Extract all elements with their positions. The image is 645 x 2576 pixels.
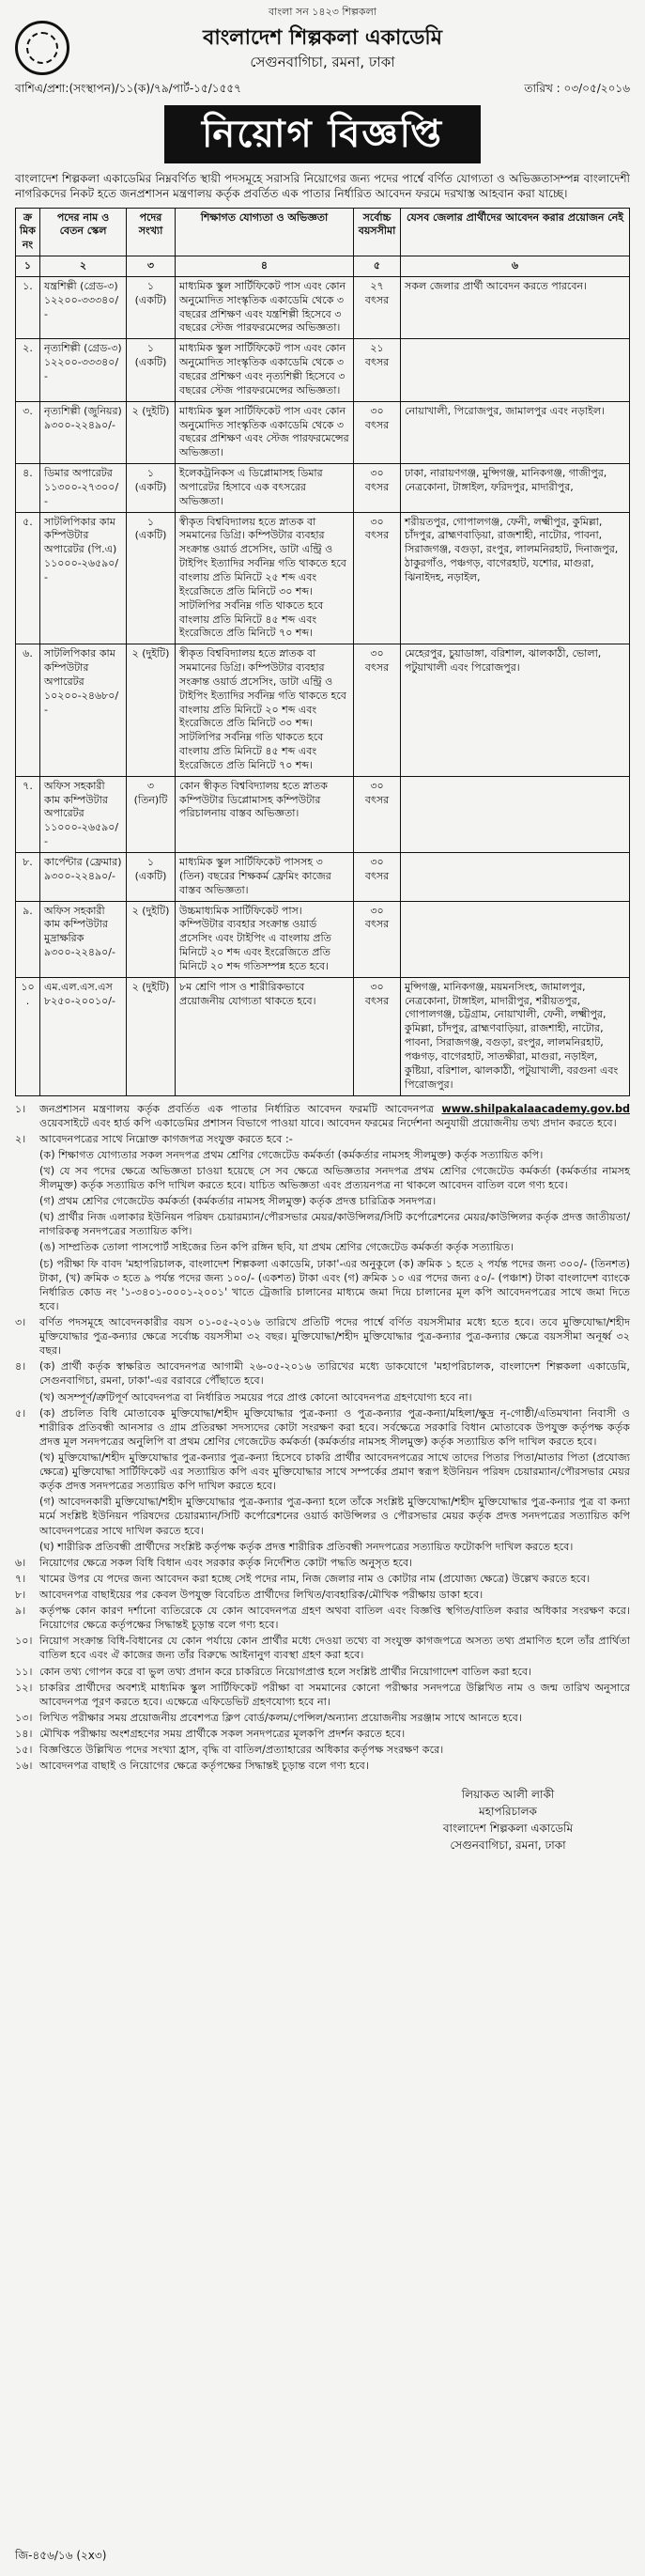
- condition-number: ১০।: [15, 1635, 33, 1648]
- age-cell: ৩০ বৎসর: [354, 401, 401, 463]
- condition-item: [15, 1759, 630, 1773]
- condition-number: ১৫।: [15, 1744, 33, 1757]
- age-cell: ২৭ বৎসর: [354, 276, 401, 338]
- condition-text: [39, 1102, 630, 1130]
- condition-number: ৯।: [15, 1605, 26, 1618]
- condition-item: [15, 1359, 630, 1388]
- condition-item: [15, 1451, 630, 1493]
- table-row: [16, 276, 630, 338]
- condition-item: [15, 1727, 630, 1741]
- table-header-row: [16, 208, 630, 256]
- qualification-cell: ইলেকট্রনিকস এ ডিপ্লোমাসহ ডিমার অপারেটর হিসাবে এক বৎসরের অভিজ্ঞতা।: [176, 464, 354, 513]
- posts-table: [15, 208, 630, 1096]
- qualification-cell: স্বীকৃত বিশ্ববিদ্যালয় হতে স্নাতক বা সমমানের ডিগ্রি। কম্পিউটার ব্যবহার সংক্রান্ত ওয়ার্ড প্রসেসিং, ডাটা এন্ট্রি ও টাইপিং ইত্যাদির সর্বনিম্ন গতি থাকতে হবে বাংলায় প্রতি মিনিটে ২০ শব্দ এবং ইংরেজিতে প্রতি মিনিটে ৩০ শব্দ। সাটলিপির সর্বনিম্ন গতি থাকতে হবে বাংলায় প্রতি মিনিটে ৪৫ শব্দ এবং ইংরেজিতে প্রতি মিনিটে ৭০ শব্দ।: [176, 644, 354, 777]
- table-row: [16, 401, 630, 463]
- condition-item: [15, 1743, 630, 1757]
- condition-number: ৪।: [15, 1360, 26, 1373]
- post-cell: কার্পেন্টার (ফ্রেমার) ৯৩০০-২২৪৯০/-: [40, 853, 127, 902]
- condition-item: [15, 1665, 630, 1679]
- condition-text-main: (খ) মুক্তিযোদ্ধা/শহীদ মুক্তিযোদ্ধার পুত্র-কন্যার পুত্র-কন্যা হিসেবে চাকরি প্রার্থীর আবেদনপত্রের সাথে তাদের পিতার পিতা/মাতার পিতা (প্রযোজ্য ক্ষেত্রে) মুক্তিযোদ্ধা সার্টিফিকেট এর সত্যায়িত কপি এবং মুক্তিযোদ্ধার সাথে সম্পর্কের প্রমাণ স্বরূপ ইউনিয়ন পরিষদ চেয়ারম্যান/পৌরসভার মেয়র কর্তৃক প্রদত্ত সনদপত্রের সত্যায়িত কপি দাখিল করতে হবে।: [39, 1451, 630, 1493]
- qualification-cell: কোন স্বীকৃত বিশ্ববিদ্যালয় হতে স্নাতক কম্পিউটার ডিপ্লোমাসহ কম্পিউটার পরিচালনায় বাস্তব অভিজ্ঞতা।: [176, 776, 354, 852]
- notice-title: নিয়োগ বিজ্ঞপ্তি: [164, 105, 481, 163]
- condition-text-main: (গ) আবেদনকারী মুক্তিযোদ্ধা/শহীদ মুক্তিযোদ্ধার পুত্র-কন্যার পুত্র-কন্যা হলে তাঁকে সংশ্লিষ্ট মুক্তিযোদ্ধা/শহীদ মুক্তিযোদ্ধার পুত্র-কন্যার পুত্র বা কন্যা মর্মে সংশ্লিষ্ট ইউনিয়ন পরিষদের চেয়ারম্যান/সিটি কর্পোরেশনের ওয়ার্ড কাউন্সিলর ও পৌরসভার মেয়র কর্তৃক প্রদত্ত সনদপত্রের সত্যায়িত কপি আবেদনপত্রের সাথে দাখিল করতে হবে।: [39, 1496, 630, 1537]
- memo-number: বাশিএ/প্রশা:(সংস্থাপন)/১১(ক)/৭৯/পার্ট-১৫/১৫৫৭: [15, 82, 241, 95]
- table-row: [16, 977, 630, 1095]
- district-cell: মেহেরপুর, চুয়াডাঙ্গা, বরিশাল, ঝালকাঠী, ভোলা, পটুয়াখালী এবং পিরোজপুর।: [401, 644, 630, 777]
- condition-text: [39, 1572, 630, 1586]
- serial-cell: ৫.: [16, 512, 40, 644]
- condition-text-main: খামের উপর যে পদের জন্য আবেদন করা হচ্ছে সেই পদের নাম, নিজ জেলার নাম ও কোটার নাম (প্রযোজ্য ক্ষেত্রে) উল্লেখ করতে হবে।: [39, 1572, 591, 1585]
- age-cell: ৩০ বৎসর: [354, 512, 401, 644]
- district-cell: [401, 901, 630, 977]
- table-row: [16, 901, 630, 977]
- condition-item: [15, 1390, 630, 1404]
- table-row: [16, 464, 630, 513]
- col-header-count: পদের সংখ্যা: [127, 208, 176, 256]
- condition-item: [15, 1681, 630, 1709]
- qualification-cell: উচ্চমাধ্যমিক সার্টিফিকেট পাস। কম্পিউটার ব্যবহার সংক্রান্ত ওয়ার্ড প্রসেসিং এবং টাইপিং এ বাংলায় প্রতি মিনিটে ২০ শব্দ এবং ইংরেজিতে প্রতি মিনিটে ২০ শব্দ গতিসম্পন্ন হতে হবে।: [176, 901, 354, 977]
- condition-text-main: (ক) প্রার্থী কর্তৃক স্বাক্ষরিত আবেদনপত্র আগামী ২৬-০৫-২০১৬ তারিখের মধ্যে ডাকযোগে 'মহাপরিচালক, বাংলাদেশ শিল্পকলা একাডেমি, সেগুনবাগিচা, রমনা, ঢাকা'-এর বরাবরে পৌঁছাতে হবে।: [39, 1360, 630, 1388]
- condition-text: [39, 1258, 630, 1312]
- condition-item: [15, 1257, 630, 1313]
- condition-text-main: বর্ণিত পদসমূহে আবেদনকারীর বয়স ০১-০৫-২০১৬ তারিখে প্রতিটি পদের পার্শ্বে বর্ণিত বয়সসীমার মধ্যে হতে হবে। তবে মুক্তিযোদ্ধা/শহীদ মুক্তিযোদ্ধার পুত্র-কন্যার ক্ষেত্রে সর্বোচ্চ বয়সসীমা ৩২ বছর। মুক্তিযোদ্ধা/শহীদ মুক্তিযোদ্ধার পুত্র-কন্যার পুত্র-কন্যার ক্ষেত্রে বয়সসীমা অনূর্ধ্ব ৩২ বছর।: [39, 1316, 630, 1358]
- condition-text-main: (ঘ) শারীরিক প্রতিবন্ধী প্রার্থীদের সংশ্লিষ্ট কর্তৃপক্ষ কর্তৃক প্রদত্ত শারীরিক প্রতিবন্ধী সনদপত্রের সত্যায়িত ফটোকপি দাখিল করতে হবে।: [39, 1540, 574, 1553]
- top-note: বাংলা সন ১৪২৩ শিল্পকলা: [269, 6, 376, 18]
- condition-text: [39, 1315, 630, 1358]
- index-cell: ২: [40, 256, 127, 277]
- index-cell: ১: [16, 256, 40, 277]
- district-cell: [401, 776, 630, 852]
- condition-text: [39, 1727, 630, 1741]
- title-wrap: [15, 105, 630, 163]
- col-header-sl: ক্রমিক নং: [16, 208, 40, 256]
- condition-text-main: নিয়োগের ক্ষেত্রে সকল বিধি বিধান এবং সরকার কর্তৃক নির্দেশিত কোটা পদ্ধতি অনুসৃত হবে।: [39, 1556, 413, 1569]
- serial-cell: ৩.: [16, 401, 40, 463]
- col-header-age: সর্বোচ্চ বয়সসীমা: [354, 208, 401, 256]
- signatory-title: মহাপরিচালক: [479, 1805, 537, 1819]
- condition-text: [39, 1391, 472, 1404]
- table-row: [16, 853, 630, 902]
- condition-text: [39, 1359, 630, 1388]
- post-cell: অফিস সহকারী কাম কম্পিউটার অপারেটর ১১০০০-২৬৫৯০/-: [40, 776, 127, 852]
- signatory-org: বাংলাদেশ শিল্পকলা একাডেমি: [442, 1822, 574, 1836]
- condition-item: [15, 1194, 630, 1208]
- condition-number: ৮।: [15, 1589, 26, 1601]
- condition-text: [39, 1132, 630, 1146]
- post-cell: এম.এল.এস.এস ৮২৫০-২০০১০/-: [40, 977, 127, 1095]
- col-header-district: যেসব জেলার প্রার্থীদের আবেদন করার প্রয়োজন নেই: [401, 208, 630, 256]
- condition-text: [39, 1556, 630, 1570]
- age-cell: ২১ বৎসর: [354, 339, 401, 401]
- condition-text: [39, 1665, 630, 1679]
- website-link[interactable]: www.shilpakalaacademy.gov.bd: [441, 1102, 630, 1115]
- reference-line: [15, 81, 630, 96]
- age-cell: ৩০ বৎসর: [354, 464, 401, 513]
- post-cell: নৃত্যশিল্পী (জুনিয়র) ৯৩০০-২২৪৯০/-: [40, 401, 127, 463]
- qualification-cell: মাধ্যমিক স্কুল সার্টিফিকেট পাস এবং কোন অনুমোদিত সাংস্কৃতিক একাডেমি থেকে ৩ বছরের প্রশিক্ষণ এবং নৃত্যশিল্পী হিসেবে ৩ বছরের স্টেজ পারফরমেন্সের অভিজ্ঞতা।: [176, 339, 354, 401]
- index-cell: ৩: [127, 256, 176, 277]
- serial-cell: ১.: [16, 276, 40, 338]
- count-cell: ১ (একটি): [127, 464, 176, 513]
- district-cell: মুন্সিগঞ্জ, মানিকগঞ্জ, ময়মনসিংহ, জামালপুর, নেত্রকোনা, টাঙ্গাইল, মাদারীপুর, শরীয়তপুর, গোপালগঞ্জ, চট্টগ্রাম, নোয়াখালী, ফেনী, লক্ষ্মীপুর, কুমিল্লা, চাঁদপুর, ব্রাহ্মণবাড়িয়া, রাজশাহী, নাটোর, পাবনা, সিরাজগঞ্জ, বগুড়া, রংপুর, লালমনিরহাট, পঞ্চগড়, বাগেরহাট, সাতক্ষীরা, মাগুরা, নড়াইল, কুষ্টিয়া, বরিশাল, ঝালকাঠী, পটুয়াখালী, বরগুনা এবং পিরোজপুর।: [401, 977, 630, 1095]
- condition-text-main: (ঘ) প্রার্থীর নিজ এলাকার ইউনিয়ন পরিষদ চেয়ারম্যান/পৌরসভার মেয়র/কাউন্সিলর/সিটি কর্পোরেশনের মেয়র/কাউন্সিলর কর্তৃক প্রদত্ত জাতীয়তা/নাগরিকত্ব সনদপত্রের সত্যায়িত কপি।: [39, 1211, 630, 1238]
- condition-text-main: কোন তথ্য গোপন করে বা ভুল তথ্য প্রদান করে চাকরিতে নিয়োগপ্রাপ্ত হলে সংশ্লিষ্ট প্রার্থীর নিয়োগাদেশ বাতিল করা হবে।: [39, 1665, 532, 1678]
- condition-item: [15, 1556, 630, 1570]
- serial-cell: ৬.: [16, 644, 40, 777]
- condition-text: [39, 1195, 436, 1207]
- condition-text: [39, 1759, 630, 1773]
- qualification-cell: মাধ্যমিক স্কুল সার্টিফিকেট পাসসহ ৩ (তিন) বছরের শিক্ষকর্ম ফ্রেমিং কাজের বাস্তব অভিজ্ঞতা।: [176, 853, 354, 902]
- condition-text: [39, 1149, 543, 1161]
- condition-item: [15, 1148, 630, 1162]
- condition-text-main: কর্তৃপক্ষ কোন কারণ দর্শানো ব্যতিরেকে যে কোন আবেদনপত্র গ্রহণ অথবা বাতিল এবং বিজ্ঞপ্তি স্থগিত/বাতিল করার অধিকার সংরক্ষণ করে। নিয়োগের ক্ষেত্রে কর্তৃপক্ষের সিদ্ধান্তই চূড়ান্ত বলে গণ্য হবে।: [39, 1605, 630, 1632]
- condition-text: [39, 1406, 630, 1449]
- condition-text: [39, 1241, 514, 1253]
- count-cell: ১ (একটি): [127, 276, 176, 338]
- district-cell: ঢাকা, নারায়ণগঞ্জ, মুন্সিগঞ্জ, মানিকগঞ্জ, গাজীপুর, নেত্রকোনা, টাঙ্গাইল, ফরিদপুর, মাদারীপুর,: [401, 464, 630, 513]
- count-cell: ১ (একটি): [127, 512, 176, 644]
- condition-item: [15, 1315, 630, 1358]
- count-cell: ১ (একটি): [127, 853, 176, 902]
- age-cell: ৩০ বৎসর: [354, 901, 401, 977]
- condition-item: [15, 1588, 630, 1602]
- condition-number: ২।: [15, 1132, 26, 1145]
- index-cell: ৪: [176, 256, 354, 277]
- condition-item: [15, 1132, 630, 1146]
- age-cell: ৩০ বৎসর: [354, 853, 401, 902]
- post-cell: নৃত্যশিল্পী (গ্রেড-৩) ১২২০০-৩৩৩৪০/-: [40, 339, 127, 401]
- index-cell: ৬: [401, 256, 630, 277]
- count-cell: ৩ (তিন)টি: [127, 776, 176, 852]
- letterhead: [15, 21, 630, 75]
- district-cell: নোয়াখালী, পিরোজপুর, জামালপুর এবং নড়াইল।: [401, 401, 630, 463]
- condition-item: [15, 1164, 630, 1192]
- age-cell: ৩০ বৎসর: [354, 977, 401, 1095]
- signatory-place: সেগুনবাগিচা, রমনা, ঢাকা: [450, 1839, 566, 1853]
- condition-number: ১।: [15, 1102, 26, 1115]
- qualification-cell: মাধ্যমিক স্কুল সার্টিফিকেট পাস এবং কোন অনুমোদিত সাংস্কৃতিক একাডেমি থেকে ৩ বছরের প্রশিক্ষণ এবং স্টেজ পারফরমেন্সের অভিজ্ঞতা।: [176, 401, 354, 463]
- letterhead-text: [69, 24, 576, 71]
- condition-item: [15, 1711, 630, 1725]
- post-cell: সাটলিপিকার কাম কম্পিউটার অপারেটর ১০২০০-২৪৬৮০/-: [40, 644, 127, 777]
- condition-number: ৬।: [15, 1556, 26, 1569]
- footer-code: জি-৪৫৬/১৬ (২x৩): [15, 2548, 107, 2562]
- condition-text-main: (ঙ) সাম্প্রতিক তোলা পাসপোর্ট সাইজের তিন কপি রঙ্গিন ছবি, যা প্রথম শ্রেণির গেজেটেড কর্মকর্তা কর্তৃক সত্যায়িত।: [39, 1241, 514, 1254]
- condition-text: [39, 1681, 630, 1709]
- condition-text-main: (খ) অসম্পূর্ণ/ত্রুটিপূর্ণ আবেদনপত্র বা নির্ধারিত সময়ের পরে প্রাপ্ত কোনো আবেদনপত্র গ্রহণযোগ্য হবে না।: [39, 1390, 472, 1404]
- condition-item: [15, 1240, 630, 1254]
- condition-text: [39, 1211, 630, 1237]
- condition-text-main: জনপ্রশাসন মন্ত্রণালয় কর্তৃক প্রবর্তিত এক পাতার নির্ধারিত আবেদন ফরমটি আবেদনপত্র: [39, 1102, 435, 1115]
- condition-text-main: আবেদনপত্র বাছাই ও নিয়োগের ক্ষেত্রে কর্তৃপক্ষের সিদ্ধান্তই চূড়ান্ত বলে গণ্য হবে।: [39, 1760, 369, 1773]
- condition-text-main: (খ) যে সব পদের ক্ষেত্রে অভিজ্ঞতা চাওয়া হয়েছে সে সব ক্ষেত্রে অভিজ্ঞতার সনদপত্র প্রথম শ্রেণির গেজেটেড কর্মকর্তা (কর্মকর্তার নামসহ সীলমুক্ত) কর্তৃক সত্যায়িত কপি দাখিল করতে হবে। যাচিত অভিজ্ঞতা এবং প্রত্যয়নপত্র না থাকলে আবেদন বাতিল বলে গণ্য হবে।: [39, 1164, 630, 1192]
- signatory-name: লিয়াকত আলী লাকী: [461, 1788, 555, 1802]
- condition-text: [39, 1604, 630, 1632]
- org-address: সেগুনবাগিচা, রমনা, ঢাকা: [250, 53, 395, 70]
- col-header-post: পদের নাম ও বেতন স্কেল: [40, 208, 127, 256]
- count-cell: ২ (দুইটি): [127, 401, 176, 463]
- condition-item: [15, 1210, 630, 1238]
- intro-paragraph: বাংলাদেশ শিল্পকলা একাডেমির নিম্নবর্ণিত স্থায়ী পদসমূহে সরাসরি নিয়োগের জন্য পদের পার্শ্বে বর্ণিত যোগ্যতা ও অভিজ্ঞতাসম্পন্ন বাংলাদেশী নাগরিকদের নিকট হতে জনপ্রশাসন মন্ত্রণালয় কর্তৃক প্রবর্তিত এক পাতার নির্ধারিত আবেদন ফরমে দরখাস্ত আহবান করা যাচ্ছে।: [15, 172, 630, 201]
- district-cell: [401, 339, 630, 401]
- condition-item: [15, 1540, 630, 1554]
- serial-cell: ২.: [16, 339, 40, 401]
- org-name: বাংলাদেশ শিল্পকলা একাডেমি: [203, 26, 442, 51]
- table-row: [16, 776, 630, 852]
- table-index-row: [16, 256, 630, 277]
- condition-text: [39, 1743, 630, 1757]
- condition-text: [39, 1165, 630, 1191]
- condition-item: [15, 1604, 630, 1632]
- condition-text-main: আবেদনপত্রের সাথে নিম্নোক্ত কাগজপত্র সংযুক্ত করতে হবে :-: [39, 1132, 293, 1145]
- condition-text-main: বিজ্ঞপ্তিতে উল্লিখিত পদের সংখ্যা হ্রাস, বৃদ্ধি বা বাতিল/প্রত্যাহারের অধিকার কর্তৃপক্ষ সংরক্ষণ করে।: [39, 1744, 444, 1757]
- condition-number: ১১।: [15, 1665, 33, 1678]
- district-cell: সকল জেলার প্রার্থী আবেদন করতে পারবেন।: [401, 276, 630, 338]
- post-cell: সাটলিপিকার কাম কম্পিউটার অপারেটর (পি.এ) ১১০০০-২৬৫৯০/-: [40, 512, 127, 644]
- table-row: [16, 644, 630, 777]
- memo-date: তারিখ : ০৩/০৫/২০১৬: [524, 82, 630, 95]
- condition-number: ১৬।: [15, 1760, 33, 1773]
- condition-number: ৫।: [15, 1406, 26, 1420]
- count-cell: ২ (দুইটি): [127, 644, 176, 777]
- condition-item: [15, 1572, 630, 1586]
- serial-cell: ১০.: [16, 977, 40, 1095]
- condition-number: ৭।: [15, 1572, 26, 1585]
- condition-text-main: লিখিত পরীক্ষার সময় প্রয়োজনীয় প্রবেশপত্র ক্লিপ বোর্ড/কলম/পেন্সিল/অন্যান্য প্রয়োজনীয় সরঞ্জাম সাথে আনতে হবে।: [39, 1711, 522, 1724]
- district-cell: [401, 853, 630, 902]
- condition-text-main: আবেদনপত্র বাছাইয়ের পর কেবল উপযুক্ত বিবেচিত প্রার্থীদের লিখিত/ব্যবহারিক/মৌখিক পরীক্ষায় ডাকা হবে।: [39, 1589, 484, 1601]
- condition-text: [39, 1451, 630, 1492]
- post-cell: ডিমার অপারেটর ১১৩০০-২৭৩০০/-: [40, 464, 127, 513]
- serial-cell: ৯.: [16, 901, 40, 977]
- condition-text-main: (চ) পরীক্ষা ফি বাবদ 'মহাপরিচালক, বাংলাদেশ শিল্পকলা একাডেমি, ঢাকা'-এর অনুকূলে (ক) ক্রমিক ১ হতে ২ পর্যন্ত পদের জন্য ৩০০/- (তিনশত) টাকা, (খ) ক্রমিক ৩ হতে ৯ পর্যন্ত পদের জন্য ১০০/- (একশত) টাকা এবং (গ) ক্রমিক ১০ এর পদের জন্য ৫০/- (পঞ্চাশ) টাকা বাংলাদেশ ব্যাংকে নির্ধারিত কোড নং '১-৩৪০১-০০০১-২০০১' খাতে ট্রেজারি চালানের মাধ্যমে জমা দিয়ে চালানের মূল কপি আবেদনপত্রের সাথে জমা দিতে হবে।: [39, 1257, 630, 1312]
- age-cell: ৩০ বৎসর: [354, 644, 401, 777]
- condition-number: ৩।: [15, 1316, 26, 1329]
- signature-block: [405, 1786, 611, 1854]
- serial-cell: ৭.: [16, 776, 40, 852]
- condition-item: [15, 1634, 630, 1662]
- condition-number: ১২।: [15, 1681, 33, 1694]
- condition-text: [39, 1634, 630, 1662]
- condition-number: ১৩।: [15, 1711, 33, 1724]
- condition-text-rest: ওয়েবসাইটে এবং হার্ড কপি একাডেমির প্রশাসন বিভাগে পাওয়া যাবে। আবেদন ফরমের নির্দেশনা অনুযায়ী প্রয়োজনীয় তথ্য প্রদান করতে হবে।: [39, 1116, 617, 1129]
- condition-text-main: নিয়োগ সংক্রান্ত বিধি-বিধানের যে কোন পর্যায়ে কোন প্রার্থীর মধ্যে দেওয়া তথ্যে বা সংযুক্ত কাগজপত্রে অসত্য তথ্য প্রমাণিত হলে তাঁর প্রার্থিতা বাতিল হবে এবং ঐ কাজের জন্য তাঁর বিরুদ্ধে আইনানুগ ব্যবস্থা গ্রহণ করা হবে।: [39, 1635, 630, 1662]
- count-cell: ১ (একটি): [127, 339, 176, 401]
- serial-cell: ৪.: [16, 464, 40, 513]
- qualification-cell: স্বীকৃত বিশ্ববিদ্যালয় হতে স্নাতক বা সমমানের ডিগ্রি। কম্পিউটার ব্যবহার সংক্রান্ত ওয়ার্ড প্রসেসিং, ডাটা এন্ট্রি ও টাইপিং ইত্যাদির সর্বনিম্ন গতি থাকতে হবে বাংলায় প্রতি মিনিটে ২৫ শব্দ এবং ইংরেজিতে প্রতি মিনিটে ৩০ শব্দ। সাটলিপির সর্বনিম্ন গতি থাকতে হবে বাংলায় প্রতি মিনিটে ৪৫ শব্দ এবং ইংরেজিতে প্রতি মিনিটে ৭০ শব্দ।: [176, 512, 354, 644]
- table-row: [16, 339, 630, 401]
- condition-number: ১৪।: [15, 1727, 33, 1740]
- condition-text: [39, 1541, 573, 1553]
- condition-text: [39, 1711, 630, 1725]
- serial-cell: ৮.: [16, 853, 40, 902]
- condition-text-main: (ক) শিক্ষাগত যোগ্যতার সকল সনদপত্র প্রথম শ্রেণির গেজেটেড কর্মকর্তা (কর্মকর্তার নামসহ সীলমুক্ত) কর্তৃক সত্যায়িত কপি।: [39, 1148, 544, 1161]
- age-cell: ৩০ বৎসর: [354, 776, 401, 852]
- col-header-qualification: শিক্ষাগত যোগ্যতা ও অভিজ্ঞতা: [176, 208, 354, 256]
- post-cell: যন্ত্রশিল্পী (গ্রেড-৩) ১২২০০-৩৩৩৪০/-: [40, 276, 127, 338]
- condition-text-main: চাকরির প্রার্থীদের অবশ্যই মাধ্যমিক স্কুল সার্টিফিকেট পরীক্ষা বা সমমানের কোনো পরীক্ষার সনদপত্রে উল্লিখিত নাম ও জন্ম তারিখ অনুসারে আবেদনপত্র পূরণ করতে হবে। এক্ষেত্রে এফিডেভিট গ্রহণযোগ্য হবে না।: [39, 1681, 630, 1708]
- condition-item: [15, 1102, 630, 1130]
- condition-text: [39, 1496, 630, 1536]
- condition-text-main: মৌখিক পরীক্ষায় অংশগ্রহণের সময় প্রার্থীকে সকল সনদপত্রের মূলকপি প্রদর্শন করতে হবে।: [39, 1727, 406, 1740]
- count-cell: ২ (দুইটি): [127, 901, 176, 977]
- condition-item: [15, 1406, 630, 1449]
- count-cell: ২ (দুইটি): [127, 977, 176, 1095]
- conditions-list: [15, 1102, 630, 1774]
- qualification-cell: ৮ম শ্রেণি পাস ও শারীরিকভাবে প্রয়োজনীয় যোগ্যতা থাকতে হবে।: [176, 977, 354, 1095]
- academy-logo-icon: [15, 21, 69, 75]
- condition-text-main: (ক) প্রচলিত বিধি মোতাবেক মুক্তিযোদ্ধা/শহীদ মুক্তিযোদ্ধার পুত্র-কন্যা ও পুত্র-কন্যার পুত্র-কন্যা/মহিলা/ক্ষুদ্র নৃ-গোষ্ঠী/এতিমখানা নিবাসী ও শারীরিক প্রতিবন্ধী আনসার ও গ্রাম প্রতিরক্ষা সদস্যদের কোটা সংরক্ষণ করা হবে। সর্বক্ষেত্রে সরকারি বিধান মোতাবেক উপযুক্ত কর্তৃপক্ষ কর্তৃক প্রদত্ত মূল সনদপত্রের অনুলিপি বা প্রথম শ্রেণির গেজেটেড কর্মকর্তা (কর্মকর্তার নামসহ সীলমুক্ত) কর্তৃক সত্যায়িত কপি দাখিল করতে হবে।: [39, 1406, 630, 1448]
- table-row: [16, 512, 630, 644]
- index-cell: ৫: [354, 256, 401, 277]
- condition-item: [15, 1495, 630, 1537]
- post-cell: অফিস সহকারী কাম কম্পিউটার মুদ্রাক্ষরিক ৯৩০০-২২৪৯০/-: [40, 901, 127, 977]
- condition-text-main: (গ) প্রথম শ্রেণির গেজেটেড কর্মকর্তা (কর্মকর্তার নামসহ সীলমুক্ত) কর্তৃক প্রদত্ত চারিত্রিক সনদপত্র।: [39, 1195, 437, 1208]
- district-cell: শরীয়তপুর, গোপালগঞ্জ, ফেনী, লক্ষ্মীপুর, কুমিল্লা, চাঁদপুর, ব্রাহ্মণবাড়িয়া, রাজশাহী, নাটোর, পাবনা, সিরাজগঞ্জ, বগুড়া, রংপুর, লালমনিরহাট, দিনাজপুর, ঠাকুরগাঁও, পঞ্চগড়, বাগেরহাট, যশোর, মাগুরা, ঝিনাইদহ, নড়াইল,: [401, 512, 630, 644]
- qualification-cell: মাধ্যমিক স্কুল সার্টিফিকেট পাস এবং কোন অনুমোদিত সাংস্কৃতিক একাডেমি থেকে ৩ বছরের প্রশিক্ষণ এবং যন্ত্রশিল্পী হিসেবে ৩ বছরের স্টেজ পারফরমেন্সের অভিজ্ঞতা।: [176, 276, 354, 338]
- condition-text: [39, 1588, 630, 1602]
